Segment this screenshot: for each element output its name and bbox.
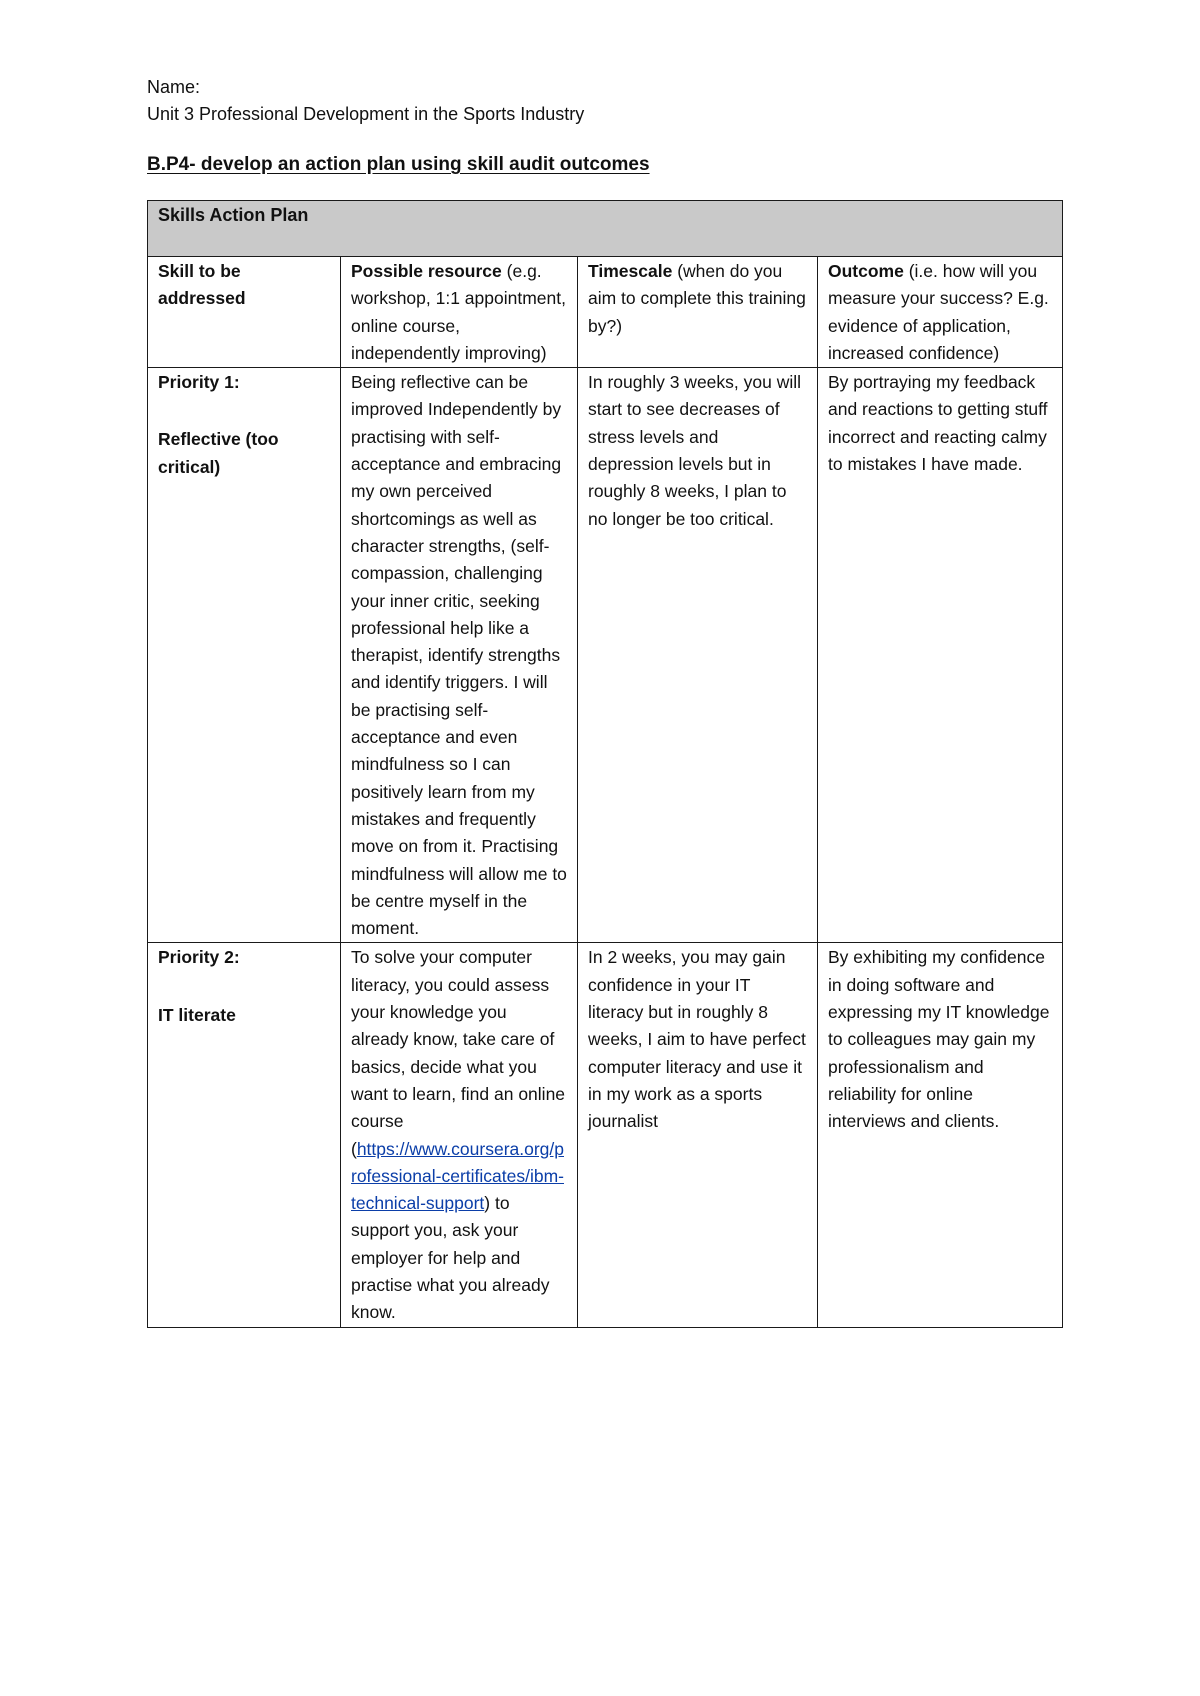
skills-action-plan-table xyxy=(147,200,1063,1328)
timescale-cell: In roughly 3 weeks, you will start to see decreases of stress levels and depression levels but in roughly 8 weeks, I plan to no longer be too critical. xyxy=(578,368,818,943)
priority-cell xyxy=(148,943,341,1327)
priority-cell xyxy=(148,368,341,943)
column-header-row xyxy=(148,257,1063,368)
coursera-link[interactable]: https://www.coursera.org/professional-certificates/ibm-technical-support xyxy=(351,1138,564,1214)
table-row xyxy=(148,943,1063,1327)
column-header-timescale-bold: Timescale xyxy=(588,261,673,281)
column-header-outcome xyxy=(818,257,1063,368)
priority-skill: IT literate xyxy=(158,1004,236,1025)
column-header-skill xyxy=(148,257,341,368)
column-header-resource xyxy=(341,257,578,368)
table-title: Skills Action Plan xyxy=(148,201,1063,257)
priority-skill: Reflective (too critical) xyxy=(158,429,279,477)
outcome-cell: By exhibiting my confidence in doing software and expressing my IT knowledge to colleagues may gain my professionalism and reliability for online interviews and clients. xyxy=(818,943,1063,1327)
section-heading: B.P4- develop an action plan using skill audit outcomes xyxy=(147,154,650,175)
priority-label: Priority 2: xyxy=(158,947,240,968)
resource-text-before-link: To solve your computer literacy, you could assess your knowledge you already know, take care of basics, decide what you want to learn, find an online course ( xyxy=(351,947,566,1159)
column-header-resource-bold: Possible resource xyxy=(351,261,502,281)
table-row xyxy=(148,368,1063,943)
resource-cell xyxy=(341,943,578,1327)
column-header-outcome-note: (i.e. how will you measure your success? E.g. evidence of application, increased confidence) xyxy=(828,261,1049,363)
column-header-resource-note: (e.g. workshop, 1:1 appointment, online course, independently improving) xyxy=(351,261,566,363)
unit-title: Unit 3 Professional Development in the Sports Industry xyxy=(147,104,585,124)
priority-label: Priority 1: xyxy=(158,372,240,393)
document-header xyxy=(147,74,584,128)
resource-cell: Being reflective can be improved Independently by practising with self-acceptance and embracing my own perceived shortcomings as well as character strengths, (self-compassion, challenging your inner critic, seeking professional help like a therapist, identify strengths and identify triggers. I will be practising self-acceptance and even mindfulness so I can positively learn from my mistakes and frequently move on from it. Practising mindfulness will allow me to be centre myself in the moment. xyxy=(341,368,578,943)
column-header-timescale-note: (when do you aim to complete this training by?) xyxy=(588,261,806,336)
table-title-row xyxy=(148,201,1063,257)
outcome-cell: By portraying my feedback and reactions to getting stuff incorrect and reacting calmy to mistakes I have made. xyxy=(818,368,1063,943)
name-line: Name: xyxy=(147,77,201,97)
column-header-skill-bold: Skill to be addressed xyxy=(158,261,246,309)
column-header-timescale xyxy=(578,257,818,368)
resource-text-after-link: ) to support you, ask your employer for help and practise what you already know. xyxy=(351,1193,550,1323)
timescale-cell: In 2 weeks, you may gain confidence in your IT literacy but in roughly 8 weeks, I aim to have perfect computer literacy and use it in my work as a sports journalist xyxy=(578,943,818,1327)
column-header-outcome-bold: Outcome xyxy=(828,261,904,281)
